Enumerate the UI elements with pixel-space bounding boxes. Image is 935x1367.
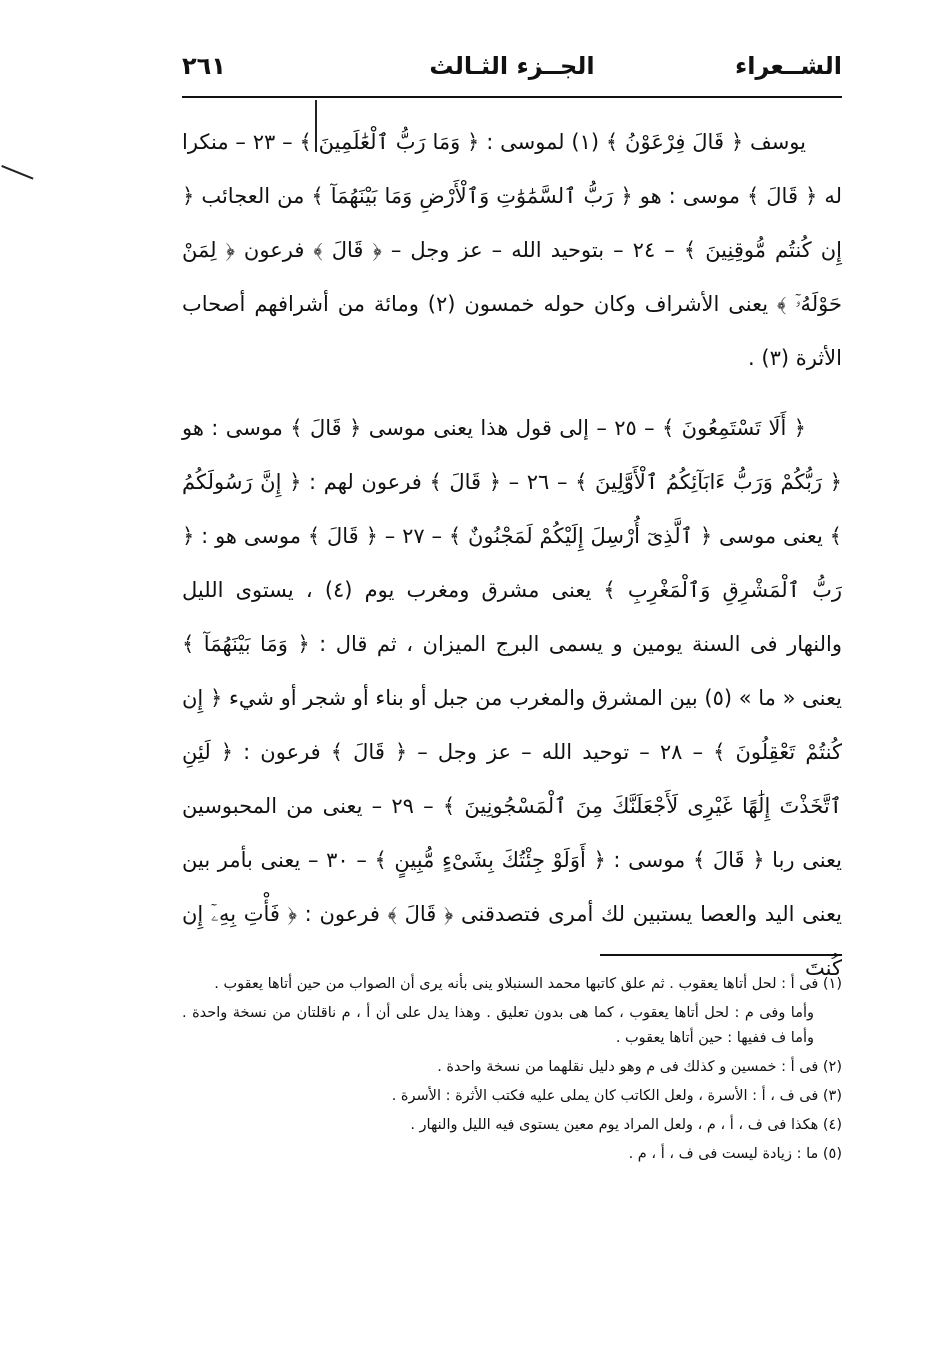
footnotes — [182, 972, 842, 1171]
footnote: (٤) هكذا فى ف ، أ ، م ، ولعل المراد يوم معين يستوى فيه الليل والنهار . — [410, 1117, 842, 1133]
footnote: (٢) فى أ : خمسين و كذلك فى م وهو دليل نقلهما من نسخة واحدة . — [437, 1059, 842, 1075]
running-header — [182, 52, 842, 96]
footnote: وأما وفى م : لحل أتاها يعقوب ، كما هى بدون تعليق . وهذا يدل على أن أ ، م ناقلتان من نسخة واحدة . وأما ف ففيها : حين أتاها يعقوب . — [182, 1005, 814, 1046]
volume-title: الجــزء الثـالث — [429, 52, 595, 80]
section-title: الشــعراء — [734, 52, 842, 80]
footnote-separator — [600, 954, 842, 956]
footnote: (٣) فى ف ، أ : الأسرة ، ولعل الكاتب كان يملى عليه فكتب الأثرة : الأسرة . — [391, 1088, 842, 1104]
main-text — [182, 115, 842, 995]
page-number: ٢٦١ — [182, 52, 226, 80]
scan-artifact-line — [1, 165, 33, 179]
paragraph: ﴿ أَلَا تَسْتَمِعُونَ ﴾ – ٢٥ – إلى قول هذا يعنى موسى ﴿ قَالَ ﴾ موسى : هو ﴿ رَبُّكُمْ وَرَبُّ ءَابَآئِكُمُ ٱلْأَوَّلِينَ ﴾ – ٢٦ – ﴿ قَالَ ﴾ فرعون لهم : ﴿ إِنَّ رَسُولَكُمُ ﴾ يعنى موسى ﴿ ٱلَّذِىٓ أُرْسِلَ إِلَيْكُمْ لَمَجْنُونٌ ﴾ – ٢٧ – ﴿ قَالَ ﴾ موسى هو : ﴿ رَبُّ ٱلْمَشْرِقِ وَٱلْمَغْرِبِ ﴾ يعنى مشرق ومغرب يوم (٤) ، يستوى الليل والنهار فى السنة يومين و يسمى البرج الميزان ، ثم قال : ﴿ وَمَا بَيْنَهُمَآ ﴾ يعنى « ما » (٥) بين المشرق والمغرب من جبل أو بناء أو شجر أو شيء ﴿ إِن كُنتُمْ تَعْقِلُونَ ﴾ – ٢٨ – توحيد الله – عز وجل – ﴿ قَالَ ﴾ فرعون : ﴿ لَئِنِ ٱتَّخَذْتَ إِلَٰهًا غَيْرِى لَأَجْعَلَنَّكَ مِنَ ٱلْمَسْجُونِينَ ﴾ – ٢٩ – يعنى من المحبوسين يعنى ربا ﴿ قَالَ ﴾ موسى : ﴿ أَوَلَوْ جِئْتُكَ بِشَىْءٍ مُّبِينٍ ﴾ – ٣٠ – يعنى بأمر بين يعنى اليد والعصا يستبين لك أمرى فتصدقنى ﴿ قَالَ ﴾ فرعون : ﴿ فَأْتِ بِهِۦٓ إِن كُنتَ — [182, 416, 843, 980]
footnote: (١) فى أ : لحل أتاها يعقوب . ثم علق كاتبها محمد السنبلاو ينى بأنه يرى أن الصواب من حين أتاها يعقوب . — [214, 976, 842, 992]
footnote: (٥) ما : زيادة ليست فى ف ، أ ، م . — [628, 1146, 842, 1162]
header-rule — [182, 96, 842, 98]
paragraph: يوسف ﴿ قَالَ فِرْعَوْنُ ﴾ (١) لموسى : ﴿ وَمَا رَبُّ ٱلْعَٰلَمِينَ ﴾ – ٢٣ – منكرا له ﴿ قَالَ ﴾ موسى : هو ﴿ رَبُّ ٱلسَّمَٰوَٰتِ وَٱلْأَرْضِ وَمَا بَيْنَهُمَآ ﴾ من العجائب ﴿ إِن كُنتُم مُّوقِنِينَ ﴾ – ٢٤ – بتوحيد الله – عز وجل – ﴿ قَالَ ﴾ فرعون ﴿ لِمَنْ حَوْلَهُۥٓ ﴾ يعنى الأشراف وكان حوله خمسون (٢) ومائة من أشرافهم أصحاب الأثرة (٣) . — [182, 130, 842, 370]
